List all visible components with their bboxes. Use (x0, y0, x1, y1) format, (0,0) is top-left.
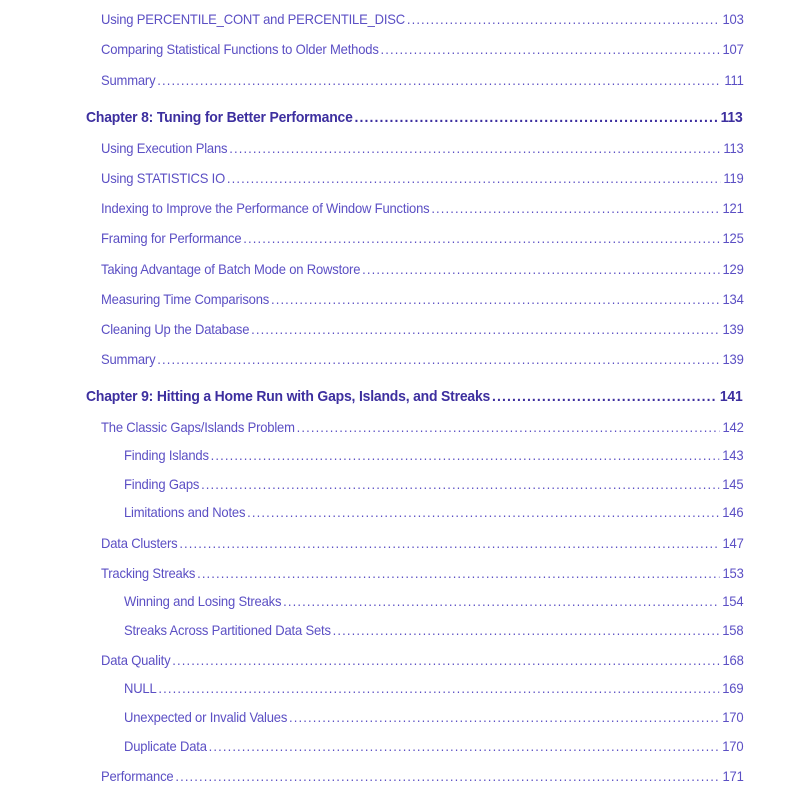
toc-page-number: 145 (722, 476, 744, 492)
toc-entry-title: Using STATISTICS IO (101, 170, 226, 186)
dot-leader (157, 72, 721, 88)
toc-subentry[interactable] (124, 738, 743, 754)
toc-page-number: 146 (722, 504, 744, 520)
toc-page-number: 119 (723, 170, 744, 186)
toc-entry-title: Limitations and Notes (124, 504, 246, 520)
dot-leader (243, 230, 719, 246)
toc-page-number: 158 (722, 622, 744, 638)
toc-entry-title: Data Quality (101, 652, 171, 668)
toc-entry-title: Measuring Time Comparisons (101, 291, 270, 307)
toc-page-number: 153 (722, 565, 744, 581)
toc-subentry[interactable] (124, 622, 743, 638)
toc-page-number: 169 (722, 680, 744, 696)
toc-entry-title: Winning and Losing Streaks (124, 593, 282, 609)
dot-leader (283, 593, 719, 609)
toc-subentry[interactable] (124, 593, 743, 609)
toc-entry[interactable] (101, 652, 744, 668)
dot-leader (271, 291, 720, 307)
dot-leader (209, 738, 720, 754)
dot-leader (289, 709, 719, 725)
toc-entry-title: Comparing Statistical Functions to Older Methods (101, 41, 379, 57)
dot-leader (227, 170, 721, 186)
toc-entry-title: Using Execution Plans (101, 140, 228, 156)
toc-entry-title: NULL (124, 680, 157, 696)
toc-page-number: 170 (722, 738, 744, 754)
toc-entry[interactable] (101, 170, 744, 186)
toc-subentry[interactable] (124, 504, 743, 520)
toc-entry-title: Finding Gaps (124, 476, 200, 492)
toc-page-number: 154 (722, 593, 744, 609)
toc-entry[interactable] (101, 261, 744, 277)
dot-leader (211, 447, 720, 463)
toc-entry[interactable] (101, 41, 744, 57)
toc-page-number: 125 (722, 230, 744, 246)
toc-subentry[interactable] (124, 680, 743, 696)
dot-leader (297, 419, 720, 435)
toc-page-number: 103 (722, 11, 744, 27)
dot-leader (229, 140, 720, 156)
toc-entry-title: Finding Islands (124, 447, 209, 463)
toc-entry[interactable] (101, 230, 744, 246)
dot-leader (175, 768, 719, 784)
toc-entry-title: Tracking Streaks (101, 565, 196, 581)
toc-chapter-entry[interactable] (86, 109, 743, 126)
dot-leader (197, 565, 720, 581)
toc-entry-title: Summary (101, 351, 156, 367)
dot-leader (492, 388, 717, 405)
toc-entry-title: Using PERCENTILE_CONT and PERCENTILE_DISC (101, 11, 405, 27)
toc-page-number: 134 (722, 291, 744, 307)
toc-page-number: 139 (722, 351, 744, 367)
toc-page-number: 139 (722, 321, 744, 337)
toc-entry-title: Summary (101, 72, 156, 88)
chapter-title: Chapter 8: Tuning for Better Performance (86, 109, 353, 126)
toc-entry[interactable] (101, 565, 744, 581)
dot-leader (172, 652, 719, 668)
dot-leader (333, 622, 720, 638)
toc-page-number: 170 (722, 709, 744, 725)
toc-subentry[interactable] (124, 709, 743, 725)
toc-entry[interactable] (101, 11, 744, 27)
toc-page-number: 171 (722, 768, 744, 784)
toc-page-number: 147 (722, 535, 744, 551)
toc-entry-title: Streaks Across Partitioned Data Sets (124, 622, 331, 638)
toc-subentry[interactable] (124, 447, 743, 463)
toc-entry-title: Taking Advantage of Batch Mode on Rowstore (101, 261, 361, 277)
toc-entry-title: Duplicate Data (124, 738, 207, 754)
toc-entry-title: Cleaning Up the Database (101, 321, 250, 337)
toc-entry[interactable] (101, 351, 744, 367)
dot-leader (381, 41, 720, 57)
dot-leader (157, 351, 719, 367)
toc-entry[interactable] (101, 200, 744, 216)
toc-entry-title: The Classic Gaps/Islands Problem (101, 419, 295, 435)
toc-page-number: 107 (722, 41, 744, 57)
dot-leader (201, 476, 719, 492)
toc-page-number: 113 (720, 109, 743, 126)
dot-leader (247, 504, 719, 520)
toc-page-number: 143 (722, 447, 744, 463)
dot-leader (355, 109, 718, 126)
toc-chapter-entry[interactable] (86, 388, 743, 405)
toc-entry-title: Performance (101, 768, 174, 784)
toc-entry-title: Indexing to Improve the Performance of Window Functions (101, 200, 430, 216)
toc-entry[interactable] (101, 140, 744, 156)
toc-entry-title: Unexpected or Invalid Values (124, 709, 288, 725)
toc-page-number: 129 (722, 261, 744, 277)
toc-page-number: 142 (722, 419, 744, 435)
dot-leader (158, 680, 719, 696)
toc-page-number: 168 (722, 652, 744, 668)
toc-entry[interactable] (101, 291, 744, 307)
toc-entry-title: Data Clusters (101, 535, 178, 551)
dot-leader (407, 11, 720, 27)
toc-page-number: 113 (723, 140, 744, 156)
dot-leader (431, 200, 719, 216)
toc-page-number: 121 (722, 200, 744, 216)
toc-entry[interactable] (101, 419, 744, 435)
toc-entry-title: Framing for Performance (101, 230, 242, 246)
toc-entry[interactable] (101, 72, 744, 88)
toc-entry[interactable] (101, 535, 744, 551)
toc-page-number: 141 (719, 388, 743, 405)
toc-page-number: 111 (724, 72, 744, 88)
chapter-title: Chapter 9: Hitting a Home Run with Gaps, Islands, and Streaks (86, 388, 491, 405)
toc-subentry[interactable] (124, 476, 743, 492)
dot-leader (251, 321, 720, 337)
dot-leader (362, 261, 720, 277)
dot-leader (179, 535, 719, 551)
toc-entry[interactable] (101, 768, 744, 784)
toc-entry[interactable] (101, 321, 744, 337)
